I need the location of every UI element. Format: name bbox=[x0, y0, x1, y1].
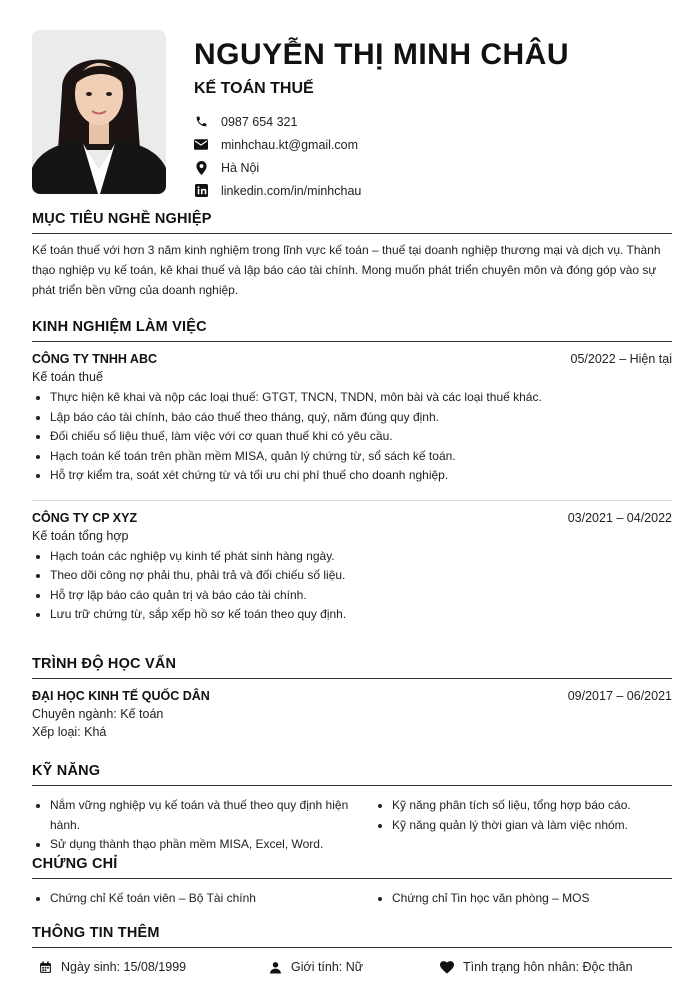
list-item: Theo dõi công nợ phải thu, phải trả và đối chiếu số liệu. bbox=[32, 566, 672, 586]
list-item: Hạch toán các nghiệp vụ kinh tế phát sinh hàng ngày. bbox=[32, 547, 672, 567]
education-date: 09/2017 – 06/2021 bbox=[567, 689, 672, 703]
education-major: Chuyên ngành: Kế toán bbox=[32, 707, 164, 721]
job-title: KẾ TOÁN THUẾ bbox=[194, 80, 314, 97]
candidate-name: NGUYỄN THỊ MINH CHÂU bbox=[194, 38, 569, 71]
heart-icon bbox=[440, 960, 454, 974]
certificates-list-left bbox=[32, 889, 352, 909]
experience-section bbox=[32, 319, 672, 625]
education-grade: Xếp loại: Khá bbox=[32, 725, 107, 739]
skills-section bbox=[32, 763, 672, 855]
profile-photo-illustration bbox=[32, 30, 166, 194]
list-item: Đối chiếu số liệu thuế, làm việc với cơ quan thuế khi có yêu cầu. bbox=[32, 427, 672, 447]
more-info-section bbox=[32, 925, 672, 974]
school-name: ĐẠI HỌC KINH TẾ QUỐC DÂN bbox=[32, 689, 210, 703]
info-birthday-text: Ngày sinh: 15/08/1999 bbox=[61, 960, 187, 974]
job-duties bbox=[32, 388, 672, 486]
contact-linkedin[interactable] bbox=[194, 179, 361, 202]
info-gender bbox=[268, 960, 440, 974]
contact-linkedin-text: linkedin.com/in/minhchau bbox=[221, 183, 362, 198]
job-divider bbox=[32, 500, 672, 501]
contact-location-text: Hà Nội bbox=[221, 160, 260, 175]
job-header bbox=[32, 352, 672, 366]
location-icon bbox=[194, 161, 208, 175]
contact-list bbox=[194, 110, 361, 202]
job-company: CÔNG TY TNHH ABC bbox=[32, 352, 157, 366]
objective-title: MỤC TIÊU NGHỀ NGHIỆP bbox=[32, 211, 672, 234]
list-item: Chứng chỉ Kế toán viên – Bộ Tài chính bbox=[32, 889, 352, 909]
objective-text: Kế toán thuế với hơn 3 năm kinh nghiệm trong lĩnh vực kế toán – thuế tại doanh nghiệp thương mại và dịch vụ. Thành thạo nghiệp vụ kế toán, kê khai thuế và lập báo cáo tài chính. Mong muốn phát triển chuyên môn và đóng góp vào sự phát triển bền vững của doanh nghiệp. bbox=[32, 243, 661, 297]
info-gender-text: Giới tính: Nữ bbox=[291, 960, 364, 974]
experience-title: KINH NGHIỆM LÀM VIỆC bbox=[32, 319, 672, 342]
list-item: Kỹ năng phân tích số liệu, tổng hợp báo cáo. bbox=[374, 796, 672, 816]
calendar-icon bbox=[38, 960, 52, 974]
info-marital-text: Tình trạng hôn nhân: Độc thân bbox=[463, 960, 633, 974]
list-item: Sử dụng thành thạo phần mềm MISA, Excel, Word. bbox=[32, 835, 352, 855]
skills-columns bbox=[32, 792, 672, 855]
linkedin-icon bbox=[194, 184, 208, 198]
contact-location bbox=[194, 156, 361, 179]
phone-icon bbox=[194, 115, 208, 129]
person-icon bbox=[268, 960, 282, 974]
list-item: Hạch toán kế toán trên phần mềm MISA, quản lý chứng từ, sổ sách kế toán. bbox=[32, 447, 672, 467]
list-item: Hỗ trợ kiểm tra, soát xét chứng từ và tối ưu chi phí thuế cho doanh nghiệp. bbox=[32, 466, 672, 486]
list-item: Lưu trữ chứng từ, sắp xếp hồ sơ kế toán theo quy định. bbox=[32, 605, 672, 625]
email-icon bbox=[194, 138, 208, 152]
list-item: Hỗ trợ lập báo cáo quản trị và báo cáo tài chính. bbox=[32, 586, 672, 606]
list-item: Chứng chỉ Tin học văn phòng – MOS bbox=[374, 889, 672, 909]
list-item: Kỹ năng quản lý thời gian và làm việc nhóm. bbox=[374, 816, 672, 836]
education-title: TRÌNH ĐỘ HỌC VẤN bbox=[32, 656, 672, 679]
job-company: CÔNG TY CP XYZ bbox=[32, 510, 138, 525]
info-marital bbox=[440, 960, 633, 974]
list-item: Thực hiện kê khai và nộp các loại thuế: GTGT, TNCN, TNDN, môn bài và các loại thuế khác. bbox=[32, 388, 672, 408]
cv-header bbox=[32, 30, 672, 198]
contact-phone-text: 0987 654 321 bbox=[221, 114, 298, 129]
education-header bbox=[32, 689, 672, 703]
list-item: Lập báo cáo tài chính, báo cáo thuế theo tháng, quý, năm đúng quy định. bbox=[32, 408, 672, 428]
certificates-title: CHỨNG CHỈ bbox=[32, 856, 672, 879]
profile-photo bbox=[32, 30, 166, 194]
job-date: 03/2021 – 04/2022 bbox=[567, 510, 672, 525]
job-date: 05/2022 – Hiện tại bbox=[570, 352, 672, 366]
job-header bbox=[32, 511, 672, 525]
list-item: Nắm vững nghiệp vụ kế toán và thuế theo quy định hiện hành. bbox=[32, 796, 352, 835]
more-info-title: THÔNG TIN THÊM bbox=[32, 925, 672, 948]
skills-list-left bbox=[32, 796, 352, 855]
skills-title: KỸ NĂNG bbox=[32, 763, 672, 786]
job-role: Kế toán thuế bbox=[32, 370, 103, 384]
certificates-columns bbox=[32, 885, 672, 909]
skills-list-right bbox=[352, 796, 672, 855]
contact-email[interactable] bbox=[194, 133, 361, 156]
certificates-section bbox=[32, 856, 672, 909]
info-birthday bbox=[38, 960, 268, 974]
education-section bbox=[32, 656, 672, 739]
more-info-row bbox=[32, 960, 672, 974]
certificates-list-right bbox=[352, 889, 672, 909]
contact-email-text: minhchau.kt@gmail.com bbox=[221, 137, 359, 152]
job-role: Kế toán tổng hợp bbox=[32, 528, 129, 543]
objective-section bbox=[32, 211, 672, 300]
job-duties bbox=[32, 547, 672, 625]
contact-phone[interactable] bbox=[194, 110, 361, 133]
